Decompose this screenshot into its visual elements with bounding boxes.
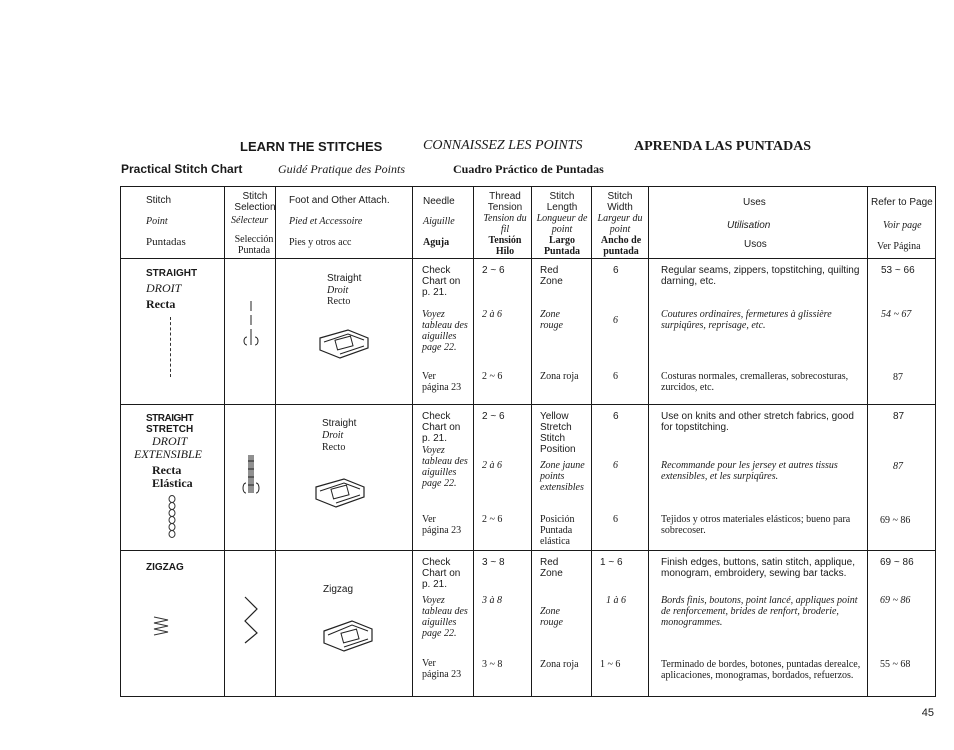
subtitle-es: Cuadro Práctico de Puntadas <box>453 162 604 176</box>
row3-width-es: 1 ~ 6 <box>600 659 621 670</box>
table-row <box>121 551 936 697</box>
row1-tension-es: 2 ~ 6 <box>482 371 503 382</box>
row2-foot-es: Recto <box>322 442 346 453</box>
cell-selection <box>225 405 276 551</box>
header-width <box>592 187 649 259</box>
row3-needle-es: Ver página 23 <box>422 658 462 680</box>
header-selection-fr: Sélecteur <box>231 215 269 226</box>
table-row <box>121 259 936 405</box>
stretch-stitch-sample <box>165 495 179 545</box>
row1-refer-es: 87 <box>893 372 903 383</box>
cell-needle <box>413 259 474 405</box>
row2-tension-en: 2 ~ 6 <box>482 411 505 422</box>
row1-uses-en: Regular seams, zippers, topstitching, quilting darning, etc. <box>661 265 860 287</box>
header-needle-en: Needle <box>423 196 455 207</box>
row1-uses-es: Costuras normales, cremalleras, sobrecosturas, zurcidos, etc. <box>661 371 849 393</box>
row2-stitch-en2: STRETCH <box>146 424 194 435</box>
row3-tension-en: 3 ~ 8 <box>482 557 505 568</box>
row3-width-en: 1 ~ 6 <box>600 557 623 568</box>
row2-uses-es: Tejidos y otros materiales elásticos; bueno para sobrecoser. <box>661 514 851 536</box>
cell-selection <box>225 259 276 405</box>
cell-tension <box>474 259 532 405</box>
cell-width <box>592 259 649 405</box>
header-foot-fr: Pied et Accessoire <box>289 216 363 227</box>
header-foot-en: Foot and Other Attach. <box>289 195 390 206</box>
straight-stitch-sample <box>170 317 171 377</box>
row1-length-es: Zona roja <box>540 371 579 382</box>
header-selection <box>225 187 276 259</box>
row1-width-es: 6 <box>613 371 618 382</box>
cell-refer <box>868 259 936 405</box>
row3-length-fr: Zone rouge <box>540 606 563 628</box>
header-foot-es: Pies y otros acc <box>289 237 352 248</box>
zigzag-stitch-sample <box>152 615 170 639</box>
header-uses-fr: Utilisation <box>727 220 771 231</box>
row1-length-fr: Zone rouge <box>540 309 563 331</box>
cell-refer <box>868 551 936 697</box>
row3-tension-es: 3 ~ 8 <box>482 659 503 670</box>
cell-selection <box>225 551 276 697</box>
header-uses-es: Usos <box>744 239 767 250</box>
cell-uses <box>649 405 868 551</box>
row2-needle-es: Ver página 23 <box>422 514 462 536</box>
row3-needle-fr: Voyez tableau des aiguilles page 22. <box>422 595 468 639</box>
row1-tension-en: 2 ~ 6 <box>482 265 505 276</box>
row3-foot-en: Zigzag <box>323 584 354 595</box>
presser-foot-icon <box>314 324 374 364</box>
row3-stitch-en: ZIGZAG <box>146 562 184 573</box>
row1-refer-en: 53 ~ 66 <box>881 265 915 276</box>
subtitle-fr: Guidé Pratique des Points <box>278 162 405 176</box>
row2-length-en: Yellow Stretch Stitch Position <box>540 411 576 455</box>
row1-foot-fr: Droit <box>327 285 349 296</box>
header-refer-en: Refer to Page <box>871 197 933 208</box>
header-uses-en: Uses <box>743 197 766 208</box>
row1-stitch-fr: DROIT <box>146 281 182 295</box>
cell-tension <box>474 405 532 551</box>
cell-width <box>592 405 649 551</box>
header-tension-fr: Tension du fil <box>483 213 527 235</box>
row2-uses-fr: Recommande pour les jersey et autres tissus extensibles, et les surpiqûres. <box>661 460 838 482</box>
cell-stitch <box>121 259 225 405</box>
cell-stitch <box>121 551 225 697</box>
header-tension-es: Tensión Hilo <box>488 235 522 257</box>
row1-needle-es: Ver página 23 <box>422 371 462 393</box>
cell-length <box>532 405 592 551</box>
cell-refer <box>868 405 936 551</box>
row1-stitch-es: Recta <box>146 297 176 311</box>
row2-refer-es: 69 ~ 86 <box>880 515 911 526</box>
row3-refer-es: 55 ~ 68 <box>880 659 911 670</box>
header-width-es: Ancho de puntada <box>600 235 642 257</box>
cell-foot <box>276 405 413 551</box>
header-needle-es: Aguja <box>423 237 450 248</box>
row3-uses-fr: Bords finis, boutons, point lancé, appliques point de renforcement, brides de renfort, broderie, monogrammes. <box>661 595 858 628</box>
row2-refer-fr: 87 <box>893 461 903 472</box>
row2-tension-fr: 2 à 6 <box>482 460 502 471</box>
row2-foot-fr: Droit <box>322 430 344 441</box>
row2-stitch-es1: Recta <box>152 463 182 477</box>
row3-refer-en: 69 ~ 86 <box>880 557 914 568</box>
row2-length-es: Posición Puntada elástica <box>540 514 575 547</box>
cell-length <box>532 259 592 405</box>
row2-foot-en: Straight <box>322 418 357 429</box>
row2-tension-es: 2 ~ 6 <box>482 514 503 525</box>
cell-foot <box>276 259 413 405</box>
row3-length-es: Zona roja <box>540 659 579 670</box>
cell-uses <box>649 551 868 697</box>
header-selection-es: Selección Puntada <box>234 234 274 256</box>
header-refer <box>868 187 936 259</box>
cell-stitch <box>121 405 225 551</box>
title-fr: CONNAISSEZ LES POINTS <box>423 138 583 153</box>
header-refer-fr: Voir page <box>883 220 922 231</box>
row1-width-en: 6 <box>613 265 619 276</box>
row2-width-en: 6 <box>613 411 619 422</box>
header-length-es: Largo Puntada <box>543 235 581 257</box>
header-selection-en: Stitch Selection <box>234 191 276 213</box>
header-needle <box>413 187 474 259</box>
cell-width <box>592 551 649 697</box>
row1-stitch-en: STRAIGHT <box>146 268 198 279</box>
cell-uses <box>649 259 868 405</box>
row3-refer-fr: 69 ~ 86 <box>880 595 911 606</box>
header-stitch-es: Puntadas <box>146 236 186 248</box>
row1-foot-en: Straight <box>327 273 362 284</box>
header-length-fr: Longueur de point <box>536 213 588 235</box>
row1-needle-fr: Voyez tableau des aiguilles page 22. <box>422 309 468 353</box>
cell-foot <box>276 551 413 697</box>
header-row <box>121 187 936 259</box>
header-length-en: Stitch Length <box>546 191 578 213</box>
row1-tension-fr: 2 à 6 <box>482 309 502 320</box>
header-stitch <box>121 187 225 259</box>
stitch-chart-table <box>120 186 936 697</box>
row2-stitch-fr2: EXTENSIBLE <box>134 447 202 461</box>
page-number: 45 <box>921 707 934 719</box>
cell-length <box>532 551 592 697</box>
row1-length-en: Red Zone <box>540 265 563 287</box>
title-es: APRENDA LAS PUNTADAS <box>634 139 812 154</box>
row1-refer-fr: 54 ~ 67 <box>881 309 912 320</box>
row3-uses-es: Terminado de bordes, botones, puntadas derealce, aplicaciones, monogramas, bordados, refuerzos. <box>661 659 861 681</box>
row3-tension-fr: 3 à 8 <box>482 595 502 606</box>
row2-refer-en: 87 <box>893 411 905 422</box>
cell-needle <box>413 405 474 551</box>
straight-stitch-symbol-icon <box>239 299 263 349</box>
zigzag-stitch-symbol-icon <box>241 595 261 645</box>
header-needle-fr: Aiguille <box>423 216 455 227</box>
header-uses <box>649 187 868 259</box>
header-width-fr: Largeur du point <box>597 213 643 235</box>
header-tension-en: Thread Tension <box>487 191 523 213</box>
row2-width-es: 6 <box>613 514 618 525</box>
row2-needle-en: Check Chart on p. 21. <box>422 411 461 444</box>
row1-foot-es: Recto <box>327 296 351 307</box>
zigzag-foot-icon <box>318 615 378 657</box>
row1-needle-en: Check Chart on p. 21. <box>422 265 461 298</box>
row3-width-fr: 1 à 6 <box>606 595 626 606</box>
header-stitch-en: Stitch <box>146 195 172 206</box>
row3-length-en: Red Zone <box>540 557 563 579</box>
row1-width-fr: 6 <box>613 315 618 326</box>
header-refer-es: Ver Página <box>877 241 921 252</box>
header-width-en: Stitch Width <box>607 191 633 213</box>
header-length <box>532 187 592 259</box>
row3-uses-en: Finish edges, buttons, satin stitch, applique, monogram, embroidery, sewing bar tacks. <box>661 557 856 579</box>
presser-foot-icon <box>310 473 370 513</box>
header-foot <box>276 187 413 259</box>
row2-length-fr: Zone jaune points extensibles <box>540 460 585 493</box>
header-tension <box>474 187 532 259</box>
cell-needle <box>413 551 474 697</box>
row2-stitch-es2: Elástica <box>152 476 193 490</box>
row2-stitch-fr1: DROIT <box>152 434 188 448</box>
row2-uses-en: Use on knits and other stretch fabrics, good for topstitching. <box>661 411 854 433</box>
row2-stitch-en1: STRAIGHT <box>146 413 194 424</box>
row3-needle-en: Check Chart on p. 21. <box>422 557 461 590</box>
table-row <box>121 405 936 551</box>
subtitle-en: Practical Stitch Chart <box>121 162 243 176</box>
header-stitch-fr: Point <box>146 216 168 227</box>
row2-needle-fr: Voyez tableau des aiguilles page 22. <box>422 445 468 489</box>
cell-tension <box>474 551 532 697</box>
row1-uses-fr: Coutures ordinaires, fermetures à glissière surpiqûres, reprisage, etc. <box>661 309 832 331</box>
row2-width-fr: 6 <box>613 460 618 471</box>
stretch-stitch-symbol-icon <box>239 453 263 497</box>
title-en: LEARN THE STITCHES <box>240 139 383 154</box>
